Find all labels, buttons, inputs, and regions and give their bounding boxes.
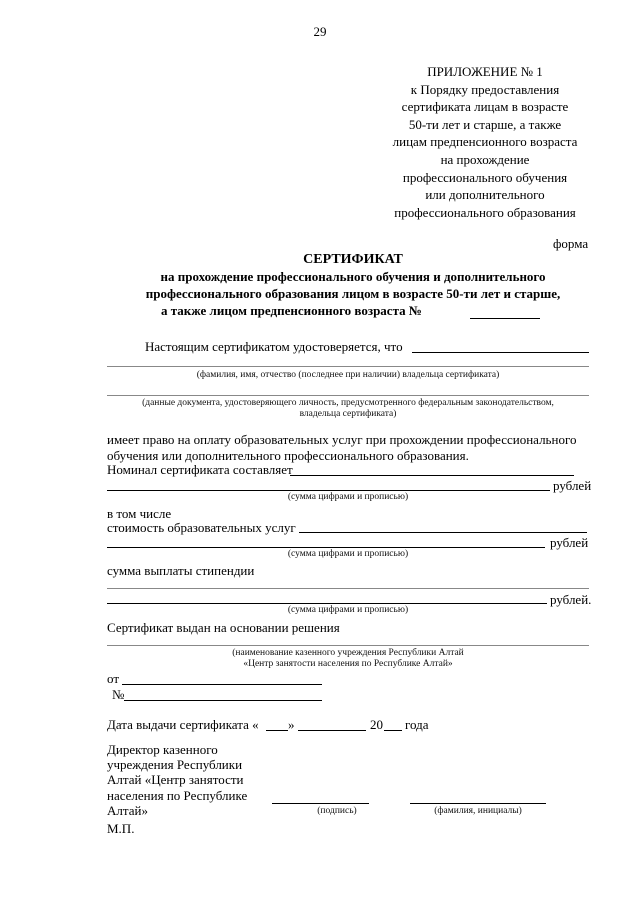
signer-name-field[interactable] [410,803,546,804]
certificate-subtitle-1: на прохождение профессионального обучения и дополнительного [160,269,546,284]
page-number: 29 [313,24,327,39]
director-line: Директор казенного [107,742,218,757]
appendix-line: профессионального обучения [402,169,568,185]
owner-document-caption-2: владельца сертификата) [299,409,397,419]
stipend-label: сумма выплаты стипендии [107,563,255,578]
owner-document-field[interactable] [107,395,589,396]
stamp-label: М.П. [107,821,135,836]
signature-caption: (подпись) [317,806,357,816]
owner-name-caption: (фамилия, имя, отчество (последнее при наличии) владельца сертификата) [196,370,500,380]
rubles-label-3: рублей. [550,592,592,607]
director-line: учреждения Республики [107,757,243,773]
decision-number-label: № [112,687,125,702]
appendix-line: сертификата лицам в возрасте [401,99,569,115]
cost-field[interactable] [299,532,587,533]
signer-name-caption: (фамилия, инициалы) [434,806,522,816]
certificate-subtitle-3: а также лицом предпенсионного возраста № [161,303,422,318]
appendix-line: на прохождение [440,151,530,167]
decision-number-field[interactable] [124,700,322,701]
rubles-label-1: рублей [553,478,592,493]
appendix-line: профессионального образования [394,204,576,220]
organization-caption-2: «Центр занятости населения по Республике Алтай» [243,659,453,669]
stipend-field[interactable] [107,588,589,589]
cost-label: стоимость образовательных услуг [107,520,296,535]
organization-caption-1: (наименование казенного учреждения Республики Алтай [232,648,464,658]
issue-date-quote: » [288,717,295,732]
appendix-line: к Порядку предоставления [410,81,560,97]
nominal-label: Номинал сертификата составляет [107,462,293,477]
director-line: Алтай «Центр занятости [107,772,244,788]
rubles-label-2: рублей [550,535,589,550]
director-block [107,742,247,818]
nominal-field[interactable] [290,475,574,476]
appendix-block [360,63,610,221]
decision-from-label: от [107,671,120,686]
appendix-line: 50-ти лет и старше, а также [408,116,562,132]
decision-date-field[interactable] [122,684,322,685]
issue-year-suffix: года [405,717,429,732]
director-line: населения по Республике [107,787,248,803]
director-line: Алтай» [107,802,148,818]
certificate-subtitle-2: профессионального образования лицом в возрасте 50-ти лет и старше, [145,286,561,301]
issue-month-field[interactable] [298,730,366,731]
nominal-sum-caption: (сумма цифрами и прописью) [287,492,409,502]
certifies-field[interactable] [412,352,589,353]
right-text-2: обучения или дополнительного профессионального образования. [107,448,469,463]
owner-document-caption-1: (данные документа, удостоверяющего личность, предусмотренного федеральным законодательством, [142,398,554,408]
issued-basis-label: Сертификат выдан на основании решения [107,620,340,635]
appendix-line: или дополнительного [425,187,545,203]
issue-year-prefix: 20 [370,717,383,732]
certifies-text: Настоящим сертификатом удостоверяется, что [145,339,403,354]
stipend-sum-caption: (сумма цифрами и прописью) [287,605,409,615]
organization-field[interactable] [107,645,589,646]
cost-sum-caption: (сумма цифрами и прописью) [287,549,409,559]
certificate-title: СЕРТИФИКАТ [303,252,403,267]
right-text-1: имеет право на оплату образовательных услуг при прохождении профессионального [107,432,577,447]
issue-year-field[interactable] [384,730,402,731]
form-label: форма [553,236,589,251]
issue-day-field[interactable] [266,730,288,731]
certificate-number-field[interactable] [470,318,540,319]
including-label: в том числе [107,506,172,521]
signature-field[interactable] [272,803,369,804]
appendix-line: лицам предпенсионного возраста [392,134,578,150]
issue-date-label: Дата выдачи сертификата « [107,717,259,732]
appendix-title: ПРИЛОЖЕНИЕ № 1 [427,64,543,79]
owner-name-field[interactable] [107,366,589,367]
